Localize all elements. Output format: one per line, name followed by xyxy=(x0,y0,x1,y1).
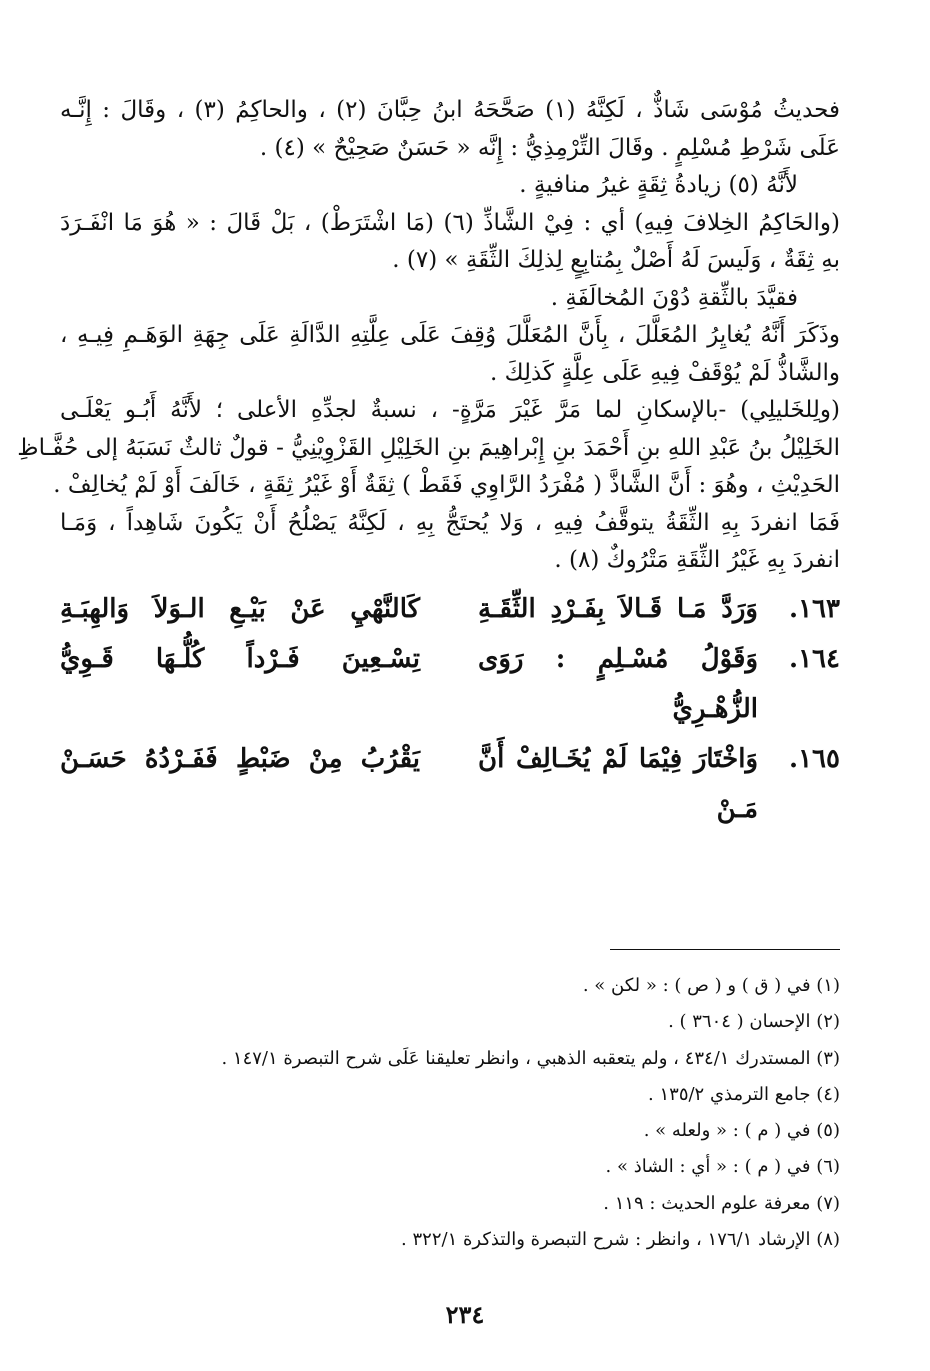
verse-number: ١٦٣. xyxy=(789,593,840,624)
text-line: فَمَا انفردَ بِهِ الثِّقَةُ يتوقَّفُ فِيهِ ، وَلا يُحتَجُّ بِهِ ، لَكِنَّهُ يَصْلُحُ أَنْ يَكُونَ شَاهِداً ، وَمَـا xyxy=(60,509,840,536)
footnote: (٤) جامع الترمذي ١٣٥/٢ . xyxy=(648,1083,840,1105)
text-line: وذَكَرَ أَنَّهُ يُغايِرُ المُعَلَّلَ ، بِأَنَّ المُعَلَّلَ وُقِفَ عَلَى عِلَّتِهِ الدَّالَةِ عَلَى جِهَةِ الوَهَـمِ فِيـهِ ، xyxy=(60,322,840,348)
verse-first-hemistich: وَاخْتَارَ فِيْمَا لَمْ يُخَـالِفْ أَنَّ مَـنْ xyxy=(478,743,758,824)
verse-row xyxy=(60,634,840,734)
text-line: الحَدِيْثِ ، وهُوَ : أَنَّ الشَّاذَّ ( مُفْرَدُ الرَّاوِي فَقَطْ ) ثِقَةٌ أَوْ غَيْرُ ثِقَةٍ ، خَالَفَ أَوْ لَمْ يُخالِفْ . xyxy=(53,472,840,498)
footnote: (١) في ( ق ) و ( ص ) : « لكن » . xyxy=(582,975,840,996)
text-line: عَلَى شَرْطِ مُسْلِمٍ . وقَالَ التِّرْمِذِيُّ : إِنَّه « حَسَنٌ صَحِيْحٌ » (٤) . xyxy=(259,134,840,161)
verse-block xyxy=(60,584,840,834)
text-line: والشَّاذُّ لَمْ يُوْقَفْ فِيهِ عَلَى عِلَّةٍ كَذلِكَ . xyxy=(489,359,840,386)
verse-second-hemistich: تِسْـعِينَ فَـرْداً كُلُّـهَا قَـوِيُّ xyxy=(60,643,420,674)
text-line: لأَنَّهُ (٥) زيادةُ ثِقَةٍ غيرُ منافيةٍ . xyxy=(519,172,798,198)
verse-number: ١٦٤. xyxy=(789,643,840,674)
footnote: (٨) الإرشاد ١٧٦/١ ، وانظر : شرح التبصرة والتذكرة ٣٢٢/١ . xyxy=(401,1229,840,1251)
text-line: (ولِلخَليلِي) -بالإسكانِ لما مَرَّ غَيْرَ مَرَّةٍ- ، نسبةٌ لجدِّهِ الأعلى ؛ لأَنَّهُ أَبُـو يَعْلَـى xyxy=(60,397,840,423)
verse-number: ١٦٥. xyxy=(789,743,840,774)
verse-second-hemistich: يَقْرُبُ مِنْ ضَبْطٍ فَفَـرْدُهُ حَسَـنْ xyxy=(60,743,420,774)
footnotes xyxy=(60,968,840,1258)
text-line: فحديثُ مُوْسَى شَاذٌّ ، لَكِنَّهُ (١) صَحَّحَهُ ابنُ حِبَّانَ (٢) ، والحاكِمُ (٣) ، وقَالَ : إِنَّـه xyxy=(60,97,841,123)
page-number: ٢٣٤ xyxy=(445,1300,485,1329)
footnote: (٥) في ( م ) : « ولعله » . xyxy=(643,1120,840,1142)
text-line: (والحَاكِمُ الخِلافَ فِيهِ) أي : فِيْ الشَّاذِّ (٦) (مَا اشْتَرَطْ) ، بَلْ قَالَ : « هُوَ مَا انْفَـرَدَ xyxy=(60,209,840,236)
footnote: (٦) في ( م ) : « أي : الشاذ » . xyxy=(605,1156,840,1178)
footnote: (٧) معرفة علوم الحديث : ١١٩ . xyxy=(603,1192,840,1214)
footnote: (٢) الإحسان ( ٣٦٠٤ ) . xyxy=(668,1011,840,1033)
text-line: بهِ ثِقَةٌ ، وَلَيسَ لَهُ أَصْلٌ بِمُتابِعٍ لِذلِكَ الثِّقَةِ » (٧) . xyxy=(392,247,840,273)
text-line: الخَلِيْلُ بنُ عَبْدِ اللهِ بنِ أَحْمَدَ بنِ إِبْراهِيمَ بنِ الخَلِيْلِ القَزْوِيْنِيُّ - قولٌ ثالثٌ نَسَبَهُ إلى حُفَّـاظِ xyxy=(17,434,840,461)
verse-row xyxy=(60,584,840,634)
verse-row xyxy=(60,734,840,834)
verse-second-hemistich: كَالنَّهْيِ عَنْ بَيْـعِ الـوَلاَ وَالهِبَـةِ xyxy=(60,593,420,624)
text-line: انفردَ بِهِ غَيْرُ الثِّقَةِ مَتْرُوكٌ (٨) . xyxy=(554,547,840,573)
text-line: فقيَّدَ بالثِّقةِ دُوْنَ المُخالَفَةِ . xyxy=(550,284,798,311)
footnote-divider xyxy=(610,949,840,950)
verse-first-hemistich: وَرَدَّ مَـا قَـالاَ بِفَـرْدِ الثِّقَـةِ xyxy=(478,593,758,624)
main-text xyxy=(17,92,841,834)
verse-first-hemistich: وَقَوْلُ مُسْـلِمٍ : رَوَى الزُّهْـرِيُّ xyxy=(478,643,758,724)
footnote: (٣) المستدرك ٤٣٤/١ ، ولم يتعقبه الذهبي ، وانظر تعليقنا عَلَى شرح التبصرة ١٤٧/١ . xyxy=(221,1047,840,1069)
